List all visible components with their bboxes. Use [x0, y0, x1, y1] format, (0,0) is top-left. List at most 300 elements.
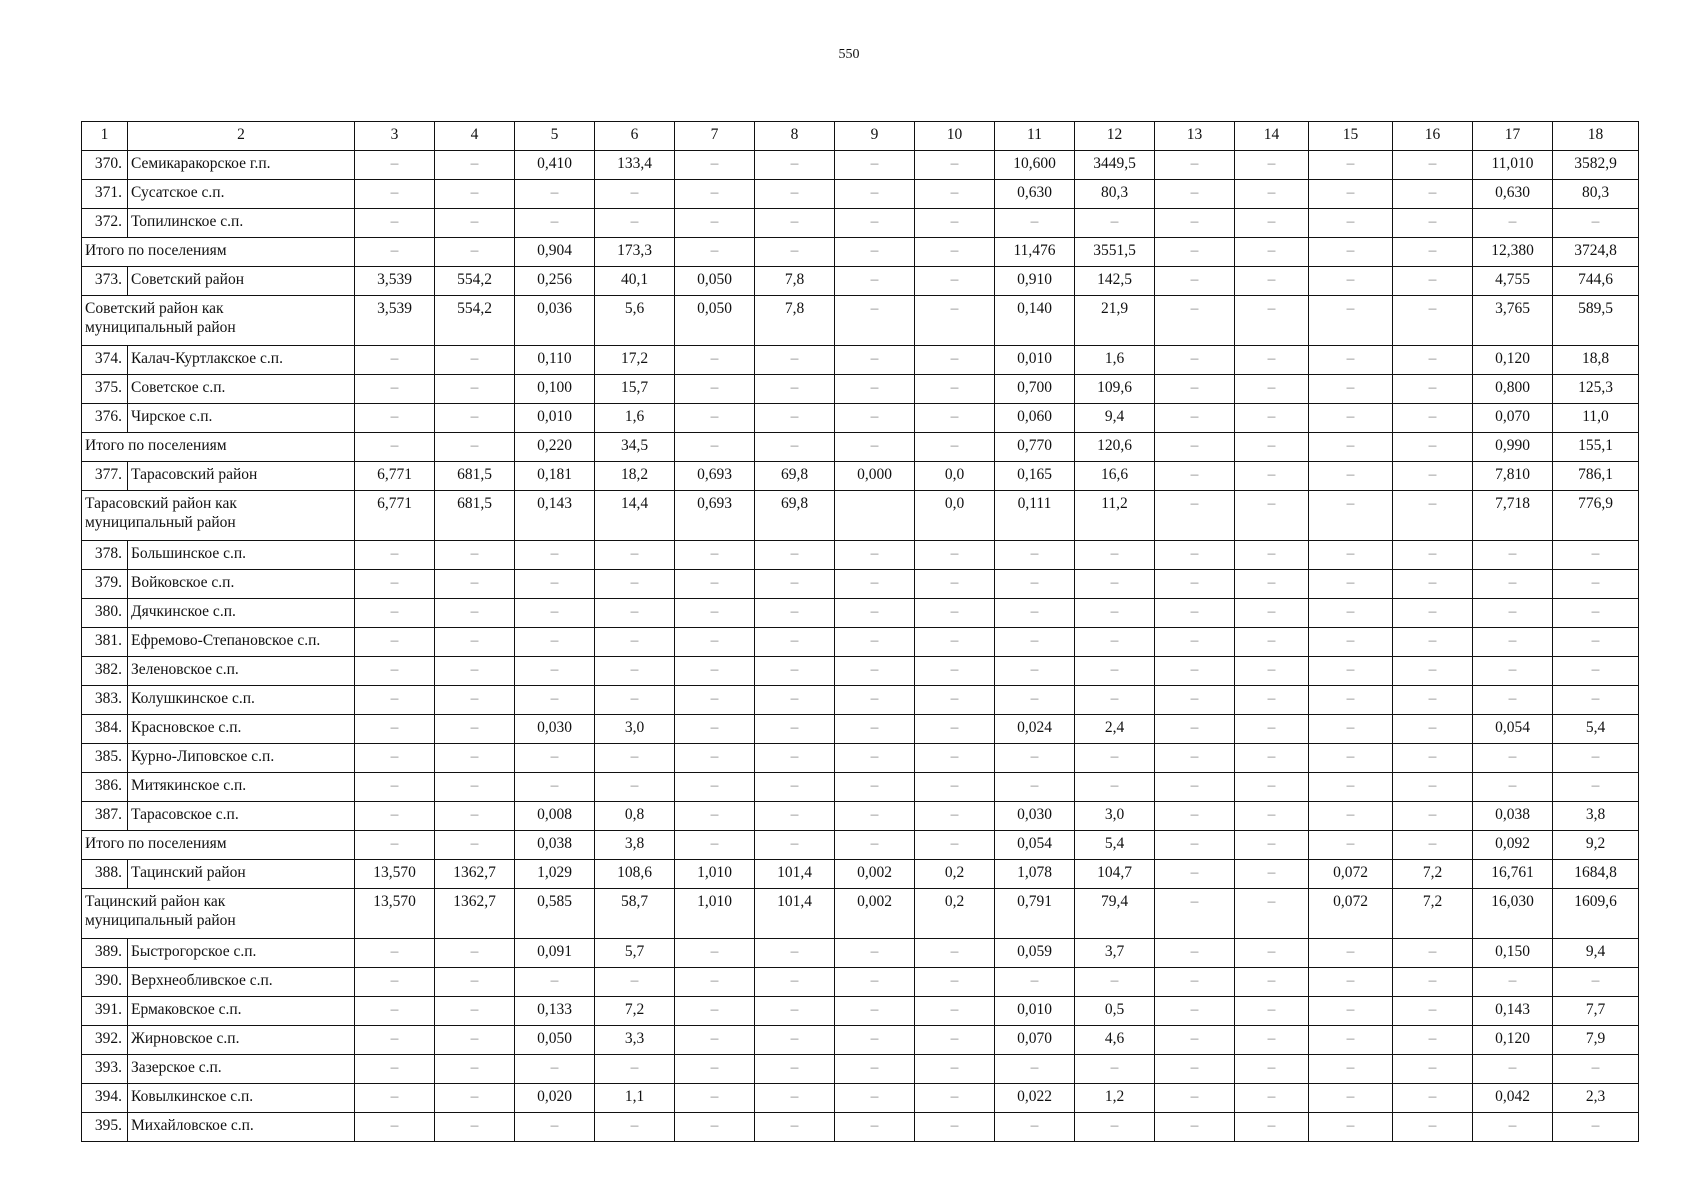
- value-cell: 16,6: [1075, 462, 1155, 491]
- value-cell: 0,020: [515, 1084, 595, 1113]
- value-cell: –: [1309, 541, 1393, 570]
- value-cell: 0,054: [995, 831, 1075, 860]
- value-cell: –: [1155, 433, 1235, 462]
- header-cell: 2: [128, 122, 355, 151]
- row-number: 388.: [82, 860, 128, 889]
- value-cell: –: [1155, 744, 1235, 773]
- value-cell: –: [1155, 599, 1235, 628]
- value-cell: –: [435, 599, 515, 628]
- value-cell: 1,010: [675, 889, 755, 939]
- value-cell: 0,120: [1473, 1026, 1553, 1055]
- value-cell: –: [1553, 657, 1639, 686]
- value-cell: 3724,8: [1553, 238, 1639, 267]
- value-cell: –: [675, 1026, 755, 1055]
- value-cell: –: [995, 1113, 1075, 1142]
- value-cell: –: [755, 375, 835, 404]
- row-number: 390.: [82, 968, 128, 997]
- value-cell: –: [1075, 570, 1155, 599]
- value-cell: –: [755, 831, 835, 860]
- value-cell: –: [755, 773, 835, 802]
- row-label: [82, 889, 355, 939]
- value-cell: –: [355, 599, 435, 628]
- value-cell: –: [915, 599, 995, 628]
- row-name: Жирновское с.п.: [128, 1026, 355, 1055]
- row-name: Чирское с.п.: [128, 404, 355, 433]
- value-cell: 0,002: [835, 860, 915, 889]
- row-number: 380.: [82, 599, 128, 628]
- value-cell: –: [355, 238, 435, 267]
- value-cell: –: [355, 541, 435, 570]
- value-cell: –: [1155, 1026, 1235, 1055]
- value-cell: 1,1: [595, 1084, 675, 1113]
- value-cell: –: [675, 968, 755, 997]
- value-cell: –: [915, 628, 995, 657]
- row-number: 377.: [82, 462, 128, 491]
- row-number: 394.: [82, 1084, 128, 1113]
- value-cell: –: [755, 686, 835, 715]
- value-cell: 9,4: [1553, 939, 1639, 968]
- value-cell: –: [915, 209, 995, 238]
- value-cell: –: [1155, 715, 1235, 744]
- row-label-line: муниципальный район: [85, 319, 236, 336]
- value-cell: –: [1309, 802, 1393, 831]
- value-cell: –: [1473, 599, 1553, 628]
- table-row: [82, 1084, 1639, 1113]
- value-cell: 681,5: [435, 491, 515, 541]
- value-cell: –: [675, 773, 755, 802]
- value-cell: 80,3: [1075, 180, 1155, 209]
- row-label: Итого по поселениям: [82, 831, 355, 860]
- value-cell: –: [1309, 1113, 1393, 1142]
- value-cell: –: [1155, 346, 1235, 375]
- value-cell: –: [1075, 1055, 1155, 1084]
- value-cell: 0,010: [515, 404, 595, 433]
- row-number: 392.: [82, 1026, 128, 1055]
- value-cell: 0,092: [1473, 831, 1553, 860]
- value-cell: –: [835, 151, 915, 180]
- row-label: [82, 491, 355, 541]
- value-cell: –: [1309, 1055, 1393, 1084]
- value-cell: –: [1393, 686, 1473, 715]
- value-cell: –: [755, 939, 835, 968]
- value-cell: –: [355, 802, 435, 831]
- value-cell: –: [355, 404, 435, 433]
- value-cell: –: [995, 657, 1075, 686]
- value-cell: –: [835, 296, 915, 346]
- value-cell: –: [915, 433, 995, 462]
- value-cell: –: [355, 1084, 435, 1113]
- value-cell: 0,904: [515, 238, 595, 267]
- value-cell: 0,030: [995, 802, 1075, 831]
- value-cell: –: [755, 657, 835, 686]
- value-cell: 3,0: [595, 715, 675, 744]
- value-cell: –: [915, 744, 995, 773]
- value-cell: –: [835, 541, 915, 570]
- value-cell: –: [915, 1055, 995, 1084]
- value-cell: –: [835, 404, 915, 433]
- value-cell: 7,2: [595, 997, 675, 1026]
- value-cell: –: [355, 968, 435, 997]
- value-cell: 108,6: [595, 860, 675, 889]
- value-cell: –: [675, 1113, 755, 1142]
- value-cell: –: [755, 346, 835, 375]
- value-cell: –: [1393, 209, 1473, 238]
- table-row: [82, 773, 1639, 802]
- value-cell: –: [1309, 375, 1393, 404]
- value-cell: –: [1309, 238, 1393, 267]
- table-row: [82, 1055, 1639, 1084]
- value-cell: 2,4: [1075, 715, 1155, 744]
- value-cell: 0,133: [515, 997, 595, 1026]
- value-cell: 7,9: [1553, 1026, 1639, 1055]
- value-cell: –: [835, 375, 915, 404]
- value-cell: –: [1393, 1055, 1473, 1084]
- row-number: 372.: [82, 209, 128, 238]
- row-name: Большинское с.п.: [128, 541, 355, 570]
- value-cell: –: [1155, 404, 1235, 433]
- value-cell: –: [1393, 831, 1473, 860]
- value-cell: 0,0: [915, 462, 995, 491]
- value-cell: –: [1155, 238, 1235, 267]
- value-cell: 4,755: [1473, 267, 1553, 296]
- value-cell: 0,800: [1473, 375, 1553, 404]
- value-cell: 104,7: [1075, 860, 1155, 889]
- value-cell: –: [435, 1084, 515, 1113]
- value-cell: –: [1155, 1055, 1235, 1084]
- value-cell: 554,2: [435, 267, 515, 296]
- value-cell: –: [1393, 628, 1473, 657]
- value-cell: 0,143: [1473, 997, 1553, 1026]
- value-cell: –: [595, 686, 675, 715]
- value-cell: –: [1473, 570, 1553, 599]
- value-cell: –: [915, 1113, 995, 1142]
- table-row: [82, 238, 1639, 267]
- value-cell: –: [995, 968, 1075, 997]
- value-cell: 3,8: [595, 831, 675, 860]
- value-cell: 0,8: [595, 802, 675, 831]
- value-cell: –: [755, 180, 835, 209]
- row-name: Быстрогорское с.п.: [128, 939, 355, 968]
- value-cell: –: [435, 1113, 515, 1142]
- value-cell: –: [1473, 744, 1553, 773]
- value-cell: –: [355, 628, 435, 657]
- value-cell: –: [1235, 151, 1309, 180]
- value-cell: –: [595, 180, 675, 209]
- row-name: Верхнеобливское с.п.: [128, 968, 355, 997]
- value-cell: –: [515, 773, 595, 802]
- value-cell: 0,050: [675, 267, 755, 296]
- value-cell: –: [835, 1113, 915, 1142]
- table-row: [82, 267, 1639, 296]
- value-cell: –: [1393, 802, 1473, 831]
- value-cell: –: [1235, 599, 1309, 628]
- value-cell: –: [355, 997, 435, 1026]
- value-cell: 120,6: [1075, 433, 1155, 462]
- value-cell: 10,600: [995, 151, 1075, 180]
- header-cell: 18: [1553, 122, 1639, 151]
- value-cell: –: [515, 180, 595, 209]
- value-cell: 6,771: [355, 491, 435, 541]
- data-table: [81, 121, 1639, 1142]
- value-cell: 0,060: [995, 404, 1075, 433]
- value-cell: –: [755, 1113, 835, 1142]
- value-cell: 6,771: [355, 462, 435, 491]
- value-cell: 0,256: [515, 267, 595, 296]
- value-cell: –: [675, 180, 755, 209]
- value-cell: –: [995, 686, 1075, 715]
- row-number: 395.: [82, 1113, 128, 1142]
- value-cell: –: [1309, 267, 1393, 296]
- value-cell: –: [355, 744, 435, 773]
- table-row: [82, 599, 1639, 628]
- value-cell: –: [435, 346, 515, 375]
- value-cell: –: [915, 570, 995, 599]
- value-cell: –: [1553, 541, 1639, 570]
- value-cell: –: [1309, 1026, 1393, 1055]
- value-cell: 0,630: [1473, 180, 1553, 209]
- value-cell: 16,761: [1473, 860, 1553, 889]
- value-cell: 0,030: [515, 715, 595, 744]
- value-cell: 1362,7: [435, 889, 515, 939]
- value-cell: 155,1: [1553, 433, 1639, 462]
- value-cell: –: [1309, 599, 1393, 628]
- value-cell: 776,9: [1553, 491, 1639, 541]
- value-cell: –: [1553, 628, 1639, 657]
- value-cell: –: [515, 657, 595, 686]
- value-cell: –: [355, 151, 435, 180]
- value-cell: –: [1309, 968, 1393, 997]
- value-cell: –: [355, 773, 435, 802]
- value-cell: –: [1393, 715, 1473, 744]
- value-cell: –: [1309, 151, 1393, 180]
- value-cell: 0,036: [515, 296, 595, 346]
- value-cell: 1,078: [995, 860, 1075, 889]
- value-cell: –: [435, 686, 515, 715]
- value-cell: –: [675, 151, 755, 180]
- value-cell: –: [915, 831, 995, 860]
- value-cell: 101,4: [755, 860, 835, 889]
- value-cell: –: [1309, 744, 1393, 773]
- row-number: 376.: [82, 404, 128, 433]
- value-cell: 0,002: [835, 889, 915, 939]
- row-name: Тарасовский район: [128, 462, 355, 491]
- row-name: Митякинское с.п.: [128, 773, 355, 802]
- value-cell: –: [435, 968, 515, 997]
- value-cell: –: [675, 939, 755, 968]
- table-row: [82, 491, 1639, 541]
- value-cell: 0,054: [1473, 715, 1553, 744]
- value-cell: –: [915, 968, 995, 997]
- value-cell: 79,4: [1075, 889, 1155, 939]
- header-cell: 14: [1235, 122, 1309, 151]
- row-label-line: Советский район как: [85, 300, 224, 317]
- value-cell: –: [1155, 686, 1235, 715]
- value-cell: 142,5: [1075, 267, 1155, 296]
- value-cell: [835, 491, 915, 541]
- value-cell: 0,091: [515, 939, 595, 968]
- value-cell: –: [515, 541, 595, 570]
- value-cell: –: [675, 209, 755, 238]
- value-cell: –: [1309, 491, 1393, 541]
- value-cell: –: [835, 628, 915, 657]
- table-row: [82, 296, 1639, 346]
- value-cell: –: [1309, 657, 1393, 686]
- value-cell: 0,010: [995, 346, 1075, 375]
- value-cell: –: [515, 628, 595, 657]
- value-cell: –: [515, 968, 595, 997]
- value-cell: –: [1393, 599, 1473, 628]
- value-cell: –: [675, 628, 755, 657]
- value-cell: –: [355, 375, 435, 404]
- row-number: 378.: [82, 541, 128, 570]
- value-cell: –: [835, 570, 915, 599]
- value-cell: –: [755, 997, 835, 1026]
- value-cell: –: [1155, 628, 1235, 657]
- value-cell: –: [755, 715, 835, 744]
- table-row: [82, 686, 1639, 715]
- value-cell: 0,038: [1473, 802, 1553, 831]
- value-cell: –: [1075, 541, 1155, 570]
- row-name: Красновское с.п.: [128, 715, 355, 744]
- value-cell: 1,6: [595, 404, 675, 433]
- value-cell: –: [835, 180, 915, 209]
- value-cell: 786,1: [1553, 462, 1639, 491]
- value-cell: 0,050: [515, 1026, 595, 1055]
- value-cell: 0,181: [515, 462, 595, 491]
- row-number: 389.: [82, 939, 128, 968]
- value-cell: –: [515, 744, 595, 773]
- value-cell: –: [755, 570, 835, 599]
- table-row: [82, 151, 1639, 180]
- value-cell: –: [355, 1113, 435, 1142]
- value-cell: –: [1235, 346, 1309, 375]
- value-cell: 0,0: [915, 491, 995, 541]
- table-row: [82, 209, 1639, 238]
- value-cell: –: [1235, 433, 1309, 462]
- value-cell: –: [435, 715, 515, 744]
- value-cell: 0,165: [995, 462, 1075, 491]
- value-cell: –: [595, 541, 675, 570]
- value-cell: –: [1553, 1113, 1639, 1142]
- table-row: [82, 715, 1639, 744]
- value-cell: –: [435, 657, 515, 686]
- row-name: Тацинский район: [128, 860, 355, 889]
- value-cell: 1,2: [1075, 1084, 1155, 1113]
- value-cell: –: [515, 570, 595, 599]
- value-cell: –: [595, 1113, 675, 1142]
- value-cell: –: [675, 375, 755, 404]
- value-cell: –: [1075, 968, 1155, 997]
- value-cell: –: [1155, 541, 1235, 570]
- value-cell: 0,693: [675, 491, 755, 541]
- value-cell: –: [1235, 715, 1309, 744]
- header-cell: 13: [1155, 122, 1235, 151]
- value-cell: –: [915, 657, 995, 686]
- value-cell: 0,038: [515, 831, 595, 860]
- value-cell: –: [435, 939, 515, 968]
- value-cell: –: [1075, 209, 1155, 238]
- row-number: 379.: [82, 570, 128, 599]
- value-cell: –: [1235, 889, 1309, 939]
- value-cell: –: [835, 968, 915, 997]
- value-cell: –: [675, 433, 755, 462]
- value-cell: –: [755, 1026, 835, 1055]
- value-cell: –: [835, 1084, 915, 1113]
- value-cell: –: [435, 773, 515, 802]
- value-cell: 0,2: [915, 860, 995, 889]
- value-cell: –: [675, 238, 755, 267]
- table-row: [82, 433, 1639, 462]
- value-cell: 9,2: [1553, 831, 1639, 860]
- value-cell: –: [1235, 657, 1309, 686]
- value-cell: –: [1393, 744, 1473, 773]
- row-label: Итого по поселениям: [82, 433, 355, 462]
- value-cell: 0,000: [835, 462, 915, 491]
- value-cell: 12,380: [1473, 238, 1553, 267]
- value-cell: –: [435, 151, 515, 180]
- row-name: Ефремово-Степановское с.п.: [128, 628, 355, 657]
- value-cell: –: [1155, 802, 1235, 831]
- value-cell: 7,8: [755, 296, 835, 346]
- header-cell: 4: [435, 122, 515, 151]
- value-cell: –: [435, 802, 515, 831]
- value-cell: 3,539: [355, 296, 435, 346]
- value-cell: 3,3: [595, 1026, 675, 1055]
- value-cell: 1,6: [1075, 346, 1155, 375]
- row-name: Колушкинское с.п.: [128, 686, 355, 715]
- value-cell: 101,4: [755, 889, 835, 939]
- value-cell: –: [675, 686, 755, 715]
- value-cell: –: [355, 433, 435, 462]
- value-cell: –: [1235, 462, 1309, 491]
- value-cell: –: [1235, 860, 1309, 889]
- value-cell: –: [1473, 541, 1553, 570]
- value-cell: –: [1473, 1113, 1553, 1142]
- value-cell: –: [1309, 1084, 1393, 1113]
- value-cell: –: [1155, 939, 1235, 968]
- value-cell: –: [835, 686, 915, 715]
- value-cell: 5,7: [595, 939, 675, 968]
- row-number: 393.: [82, 1055, 128, 1084]
- value-cell: –: [675, 802, 755, 831]
- value-cell: –: [595, 773, 675, 802]
- value-cell: 0,072: [1309, 889, 1393, 939]
- value-cell: 0,070: [995, 1026, 1075, 1055]
- value-cell: –: [1075, 628, 1155, 657]
- value-cell: 681,5: [435, 462, 515, 491]
- value-cell: 11,0: [1553, 404, 1639, 433]
- value-cell: –: [675, 404, 755, 433]
- value-cell: 0,059: [995, 939, 1075, 968]
- value-cell: 3,7: [1075, 939, 1155, 968]
- value-cell: –: [915, 997, 995, 1026]
- value-cell: 0,585: [515, 889, 595, 939]
- value-cell: 7,8: [755, 267, 835, 296]
- value-cell: –: [1075, 686, 1155, 715]
- value-cell: –: [1075, 599, 1155, 628]
- value-cell: –: [675, 831, 755, 860]
- value-cell: –: [1075, 773, 1155, 802]
- value-cell: –: [835, 939, 915, 968]
- value-cell: –: [1393, 997, 1473, 1026]
- value-cell: 5,4: [1553, 715, 1639, 744]
- table-row: [82, 570, 1639, 599]
- value-cell: –: [1393, 433, 1473, 462]
- value-cell: –: [355, 180, 435, 209]
- value-cell: –: [515, 1113, 595, 1142]
- header-cell: 7: [675, 122, 755, 151]
- value-cell: –: [1309, 570, 1393, 599]
